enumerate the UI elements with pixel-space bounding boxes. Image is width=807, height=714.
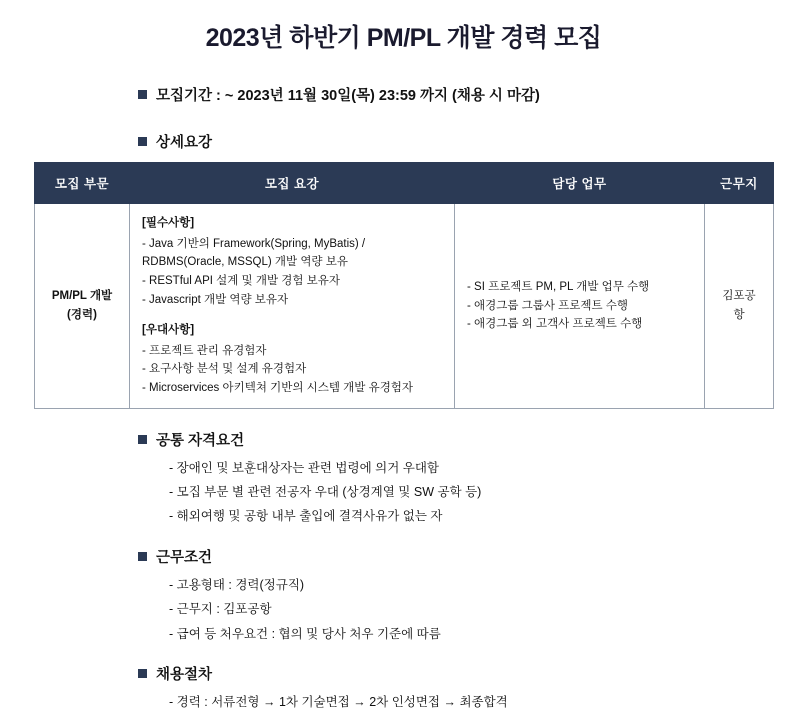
preferred-title: [우대사항]	[142, 324, 195, 337]
duty-item: - SI 프로젝트 PM, PL 개발 업무 수행	[467, 280, 650, 293]
duty-item: - 애경그룹 외 고객사 프로젝트 수행	[467, 318, 643, 331]
section-common-qualifications	[138, 429, 807, 529]
section-heading: 공통 자격요건	[156, 432, 245, 449]
section-item: - 모집 부문 별 관련 전공자 우대 (상경계열 및 SW 공학 등)	[169, 485, 482, 499]
cell-location: 김포공항	[705, 204, 774, 409]
page-title: 2023년 하반기 PM/PL 개발 경력 모집	[205, 24, 602, 52]
recruit-period-row	[0, 84, 807, 105]
cell-requirements	[130, 204, 455, 409]
table-header-row	[35, 163, 774, 204]
section-item: - 근무지 : 김포공항	[169, 602, 272, 617]
col-header-duties: 담당 업무	[455, 163, 705, 204]
preferred-item: - 요구사항 분석 및 설계 유경험자	[142, 363, 307, 376]
spacer	[142, 309, 442, 321]
part-name: PM/PL 개발	[51, 290, 113, 303]
required-title: [필수사항]	[142, 217, 195, 229]
required-item: - RESTful API 설계 및 개발 경험 보유자	[142, 274, 341, 287]
required-item: - Javascript 개발 역량 보유자	[142, 293, 289, 306]
col-header-requirements: 모집 요강	[130, 163, 455, 204]
sections	[0, 429, 807, 714]
required-item: - Java 기반의 Framework(Spring, MyBatis) /	[142, 237, 366, 250]
detail-heading-row	[0, 131, 807, 152]
section-heading: 근무조건	[156, 549, 213, 566]
preferred-item: - 프로젝트 관리 유경험자	[142, 344, 267, 357]
square-bullet-icon	[138, 90, 147, 99]
section-item: - 장애인 및 보훈대상자는 관련 법령에 의거 우대함	[169, 460, 439, 475]
section-hiring-process	[138, 663, 807, 714]
preferred-item: - Microservices 아키텍쳐 기반의 시스템 개발 유경험자	[142, 382, 414, 394]
section-work-conditions	[138, 546, 807, 646]
square-bullet-icon	[138, 669, 147, 678]
section-items	[138, 690, 807, 714]
requirements-table	[34, 162, 774, 409]
col-header-part: 모집 부문	[35, 163, 130, 204]
recruit-period	[138, 84, 807, 105]
section-item: - 고용형태 : 경력(정규직)	[169, 577, 305, 592]
detail-heading	[138, 131, 807, 152]
part-type: (경력)	[67, 308, 97, 321]
required-item: RDBMS(Oracle, MSSQL) 개발 역량 보유	[142, 256, 348, 269]
section-heading: 채용절차	[156, 666, 213, 683]
cell-duties	[455, 204, 705, 409]
section-item: - 급여 등 처우요건 : 협의 및 당사 처우 기준에 따름	[169, 626, 441, 641]
col-header-location: 근무지	[705, 163, 774, 204]
section-items	[138, 573, 807, 646]
cell-part	[35, 204, 130, 409]
recruit-period-label: 모집기간 : ~ 2023년 11월 30일(목) 23:59 까지 (채용 시 마감)	[156, 88, 540, 104]
square-bullet-icon	[138, 435, 147, 444]
square-bullet-icon	[138, 137, 147, 146]
section-items	[138, 456, 807, 529]
document-page	[0, 18, 807, 709]
table-row	[35, 204, 774, 409]
section-item: - 경력 : 서류전형 → 1차 기술면접 → 2차 인성면접 → 최종합격	[169, 694, 508, 709]
section-item: - 해외여행 및 공항 내부 출입에 결격사유가 없는 자	[169, 509, 443, 524]
duty-item: - 애경그룹 그룹사 프로젝트 수행	[467, 299, 629, 312]
detail-heading-label: 상세요강	[156, 135, 213, 151]
square-bullet-icon	[138, 552, 147, 561]
